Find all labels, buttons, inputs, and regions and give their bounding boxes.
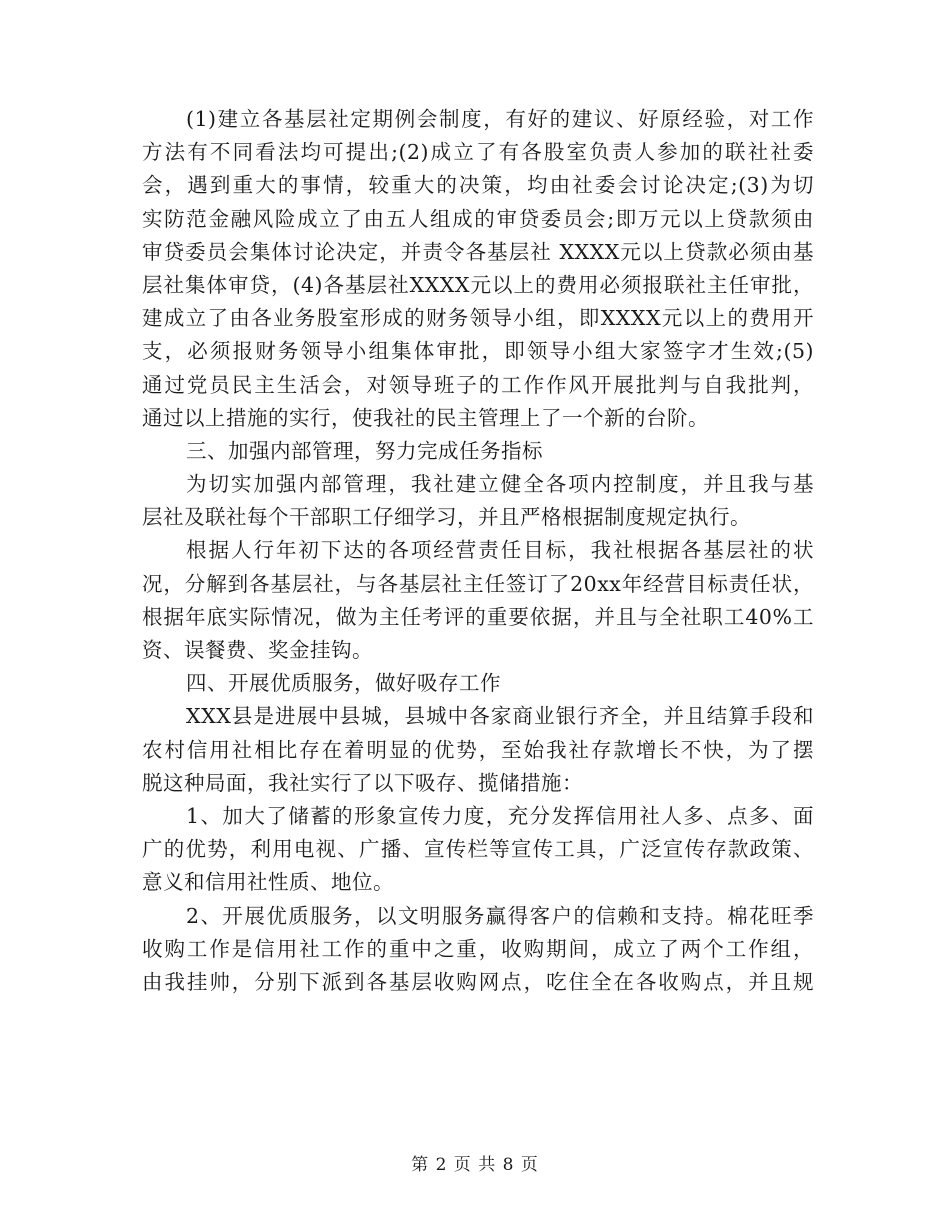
page-number-label: 第 2 页 共 8 页 bbox=[411, 1155, 539, 1175]
text-line: 支，必须报财务领导小组集体审批，即领导小组大家签字才生效;(5) bbox=[142, 339, 814, 364]
page-footer bbox=[0, 1150, 950, 1175]
text-line: 2、开展优质服务，以文明服务赢得客户的信赖和支持。棉花旺季 bbox=[186, 903, 814, 928]
document-body bbox=[142, 103, 814, 999]
text-line: 建成立了由各业务股室形成的财务领导小组，即XXXX元以上的费用开 bbox=[142, 306, 814, 331]
text-line: 层社集体审贷，(4)各基层社XXXX元以上的费用必须报联社主任审批， bbox=[142, 272, 814, 297]
paragraph-measure-2 bbox=[142, 900, 814, 1000]
text-line: 况，分解到各基层社，与各基层社主任签订了20xx年经营目标责任状， bbox=[142, 571, 814, 596]
text-line: 实防范金融风险成立了由五人组成的审贷委员会;即万元以上贷款须由 bbox=[142, 206, 814, 231]
text-line: 根据年底实际情况，做为主任考评的重要依据，并且与全社职工40%工 bbox=[142, 604, 814, 629]
text-line: 脱这种局面，我社实行了以下吸存、揽储措施： bbox=[142, 770, 583, 795]
text-line: 为切实加强内部管理，我社建立健全各项内控制度，并且我与基 bbox=[186, 472, 814, 497]
text-line: 会，遇到重大的事情，较重大的决策，均由社委会讨论决定;(3)为切 bbox=[142, 173, 814, 198]
text-line: 根据人行年初下达的各项经营责任目标，我社根据各基层社的状 bbox=[186, 538, 814, 563]
paragraph-internal-control bbox=[142, 468, 814, 534]
text-line: 通过党员民主生活会，对领导班子的工作作风开展批判与自我批判， bbox=[142, 372, 814, 397]
text-line: 1、加大了储蓄的形象宣传力度，充分发挥信用社人多、点多、面 bbox=[186, 803, 814, 828]
text-line: 方法有不同看法均可提出;(2)成立了有各股室负责人参加的联社社委 bbox=[142, 140, 814, 165]
text-line: 收购工作是信用社工作的重中之重，收购期间，成立了两个工作组， bbox=[142, 936, 814, 961]
paragraph-democratic-management bbox=[142, 103, 814, 435]
section-heading-quality-service: 四、开展优质服务，做好吸存工作 bbox=[186, 671, 501, 696]
text-line: 意义和信用社性质、地位。 bbox=[142, 870, 394, 895]
text-line: 广的优势，利用电视、广播、宣传栏等宣传工具，广泛宣传存款政策、 bbox=[142, 837, 814, 862]
paragraph-measure-1 bbox=[142, 800, 814, 900]
text-line: XXX县是进展中县城，县城中各家商业银行齐全，并且结算手段和 bbox=[186, 704, 814, 729]
text-line: 层社及联社每个干部职工仔细学习，并且严格根据制度规定执行。 bbox=[142, 505, 751, 530]
text-line: 资、误餐费、奖金挂钩。 bbox=[142, 638, 373, 662]
text-line: (1)建立各基层社定期例会制度，有好的建议、好原经验，对工作 bbox=[186, 107, 814, 131]
paragraph-county-situation bbox=[142, 700, 814, 800]
paragraph-responsibility-targets bbox=[142, 534, 814, 667]
text-line: 由我挂帅，分别下派到各基层收购网点，吃住全在各收购点，并且规 bbox=[142, 969, 814, 994]
text-line: 农村信用社相比存在着明显的优势，至始我社存款增长不快，为了摆 bbox=[142, 737, 814, 762]
section-heading-internal-management: 三、加强内部管理，努力完成任务指标 bbox=[186, 438, 543, 463]
text-line: 通过以上措施的实行，使我社的民主管理上了一个新的台阶。 bbox=[142, 405, 709, 430]
text-line: 审贷委员会集体讨论决定，并责令各基层社 XXXX元以上贷款必须由基 bbox=[142, 239, 814, 264]
